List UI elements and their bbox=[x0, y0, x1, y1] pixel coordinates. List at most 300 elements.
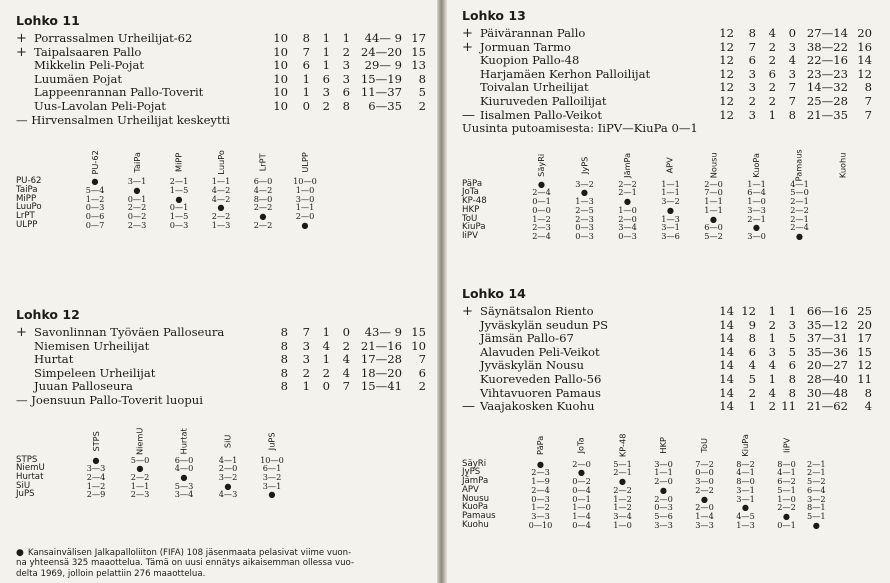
match-score: 0—1 bbox=[127, 193, 147, 204]
standings-row bbox=[16, 46, 426, 60]
goals: 29— 9 bbox=[364, 58, 402, 73]
matrix-header-row bbox=[16, 418, 294, 456]
points: 4 bbox=[864, 399, 872, 414]
match-score: 6—0 bbox=[253, 176, 273, 187]
goals: 15—19 bbox=[360, 71, 402, 86]
goals: 66—16 bbox=[806, 304, 848, 318]
lohko-14-standings bbox=[462, 305, 872, 414]
match-score: 5—0 bbox=[790, 187, 809, 198]
match-score: 2—3 bbox=[532, 222, 551, 233]
played: 14 bbox=[719, 371, 734, 386]
match-score: 0—2 bbox=[572, 476, 591, 487]
match-score: 5—0 bbox=[130, 454, 150, 465]
matrix-row-label: SäyRi bbox=[462, 458, 487, 469]
match-score: 4—2 bbox=[211, 184, 231, 195]
losses: 1 bbox=[788, 304, 796, 318]
match-score: 2—4 bbox=[532, 230, 551, 241]
matrix-row bbox=[462, 521, 826, 530]
losses: 3 bbox=[342, 58, 350, 73]
goals: 17—28 bbox=[360, 352, 402, 367]
match-score: 2—1 bbox=[790, 213, 809, 224]
match-score: 2—0 bbox=[618, 213, 637, 224]
draws: 6 bbox=[322, 71, 330, 86]
matrix-row-label: JyPS bbox=[462, 467, 481, 478]
match-score: 4—2 bbox=[211, 193, 231, 204]
lohko-11-title: Lohko 11 bbox=[16, 13, 80, 28]
points: 6 bbox=[418, 365, 426, 380]
played: 10 bbox=[273, 98, 288, 113]
matrix-column-label: Pamaus bbox=[794, 149, 805, 182]
standings-row bbox=[462, 41, 872, 55]
matrix-column-label: Nousu bbox=[708, 152, 719, 179]
wins: 3 bbox=[748, 66, 756, 81]
wins: 3 bbox=[302, 352, 310, 367]
match-score: 1—1 bbox=[704, 204, 723, 215]
points: 11 bbox=[857, 371, 872, 386]
self-match-dot-icon: ● bbox=[136, 463, 144, 474]
match-score: 1—5 bbox=[169, 184, 189, 195]
match-score: 3—0 bbox=[295, 193, 315, 204]
matrix-column-label: NiemU bbox=[134, 427, 145, 455]
self-match-dot-icon: ● bbox=[259, 210, 267, 221]
match-score: 1—2 bbox=[532, 213, 551, 224]
losses: 3 bbox=[342, 71, 350, 86]
team-name: Savonlinnan Työväen Palloseura bbox=[34, 325, 225, 339]
match-score: 6—0 bbox=[174, 454, 194, 465]
match-score: 7—2 bbox=[695, 458, 714, 469]
losses: 2 bbox=[342, 44, 350, 59]
footnote bbox=[16, 548, 430, 579]
match-score: 1—0 bbox=[618, 204, 637, 215]
team-mark bbox=[462, 68, 480, 82]
match-score: 4—5 bbox=[736, 510, 755, 521]
team-mark: + bbox=[16, 325, 27, 340]
team-name: Vaajakosken Kuohu bbox=[480, 399, 595, 414]
team-mark: + bbox=[16, 31, 27, 46]
match-score: 2—2 bbox=[253, 219, 273, 230]
draws: 0 bbox=[322, 379, 330, 394]
team-name: Porrassalmen Urheilijat-62 bbox=[34, 31, 193, 45]
wins: 6 bbox=[748, 344, 756, 359]
matrix-row-label: IiPV bbox=[462, 230, 478, 241]
team-name: Harjamäen Kerhon Palloilijat bbox=[480, 66, 651, 81]
standings-row bbox=[462, 95, 872, 109]
standings-row bbox=[16, 59, 426, 73]
played: 14 bbox=[719, 358, 734, 373]
match-score: 2—0 bbox=[654, 493, 673, 504]
losses: 8 bbox=[788, 371, 796, 386]
matrix-column-label: STPS bbox=[90, 431, 101, 452]
footnote-line-3: delta 1969, jolloin pelattiin 276 maaottelua. bbox=[16, 568, 206, 579]
match-score: 2—4 bbox=[790, 222, 809, 233]
lohko-12-results-matrix bbox=[16, 418, 294, 500]
matrix-row bbox=[16, 221, 326, 230]
wins: 2 bbox=[748, 93, 756, 108]
match-score: 1—0 bbox=[777, 493, 796, 504]
match-score: 1—1 bbox=[747, 178, 766, 189]
match-score: 0—1 bbox=[169, 202, 189, 213]
standings-row bbox=[462, 109, 872, 123]
match-score: 1—0 bbox=[572, 502, 591, 513]
draws: 1 bbox=[768, 304, 776, 318]
played: 10 bbox=[273, 58, 288, 73]
team-mark: + bbox=[16, 44, 27, 60]
match-score: 2—1 bbox=[807, 467, 826, 478]
match-score: 2—3 bbox=[531, 467, 550, 478]
played: 12 bbox=[719, 107, 734, 122]
wins: 3 bbox=[748, 107, 756, 122]
match-score: 2—1 bbox=[618, 187, 637, 198]
match-score: 0—7 bbox=[85, 219, 105, 230]
match-score: 2—0 bbox=[654, 476, 673, 487]
wins: 3 bbox=[302, 338, 310, 353]
goals: 28—40 bbox=[806, 371, 848, 386]
matrix-row bbox=[462, 512, 826, 521]
matrix-column-label: ULPP bbox=[299, 152, 310, 174]
played: 12 bbox=[719, 39, 734, 54]
draws: 1 bbox=[322, 44, 330, 59]
match-score: 1—1 bbox=[661, 178, 680, 189]
played: 14 bbox=[719, 399, 734, 414]
played: 12 bbox=[719, 26, 734, 40]
match-score: 2—1 bbox=[169, 176, 189, 187]
losses: 8 bbox=[788, 385, 796, 400]
match-score: 6—0 bbox=[704, 222, 723, 233]
team-name: Kuoreveden Pallo-56 bbox=[480, 371, 602, 386]
wins: 7 bbox=[748, 39, 756, 54]
team-name: Jormuan Tarmo bbox=[480, 39, 571, 54]
matrix-column-label: Hurtat bbox=[178, 428, 189, 455]
match-score: 8—0 bbox=[253, 193, 273, 204]
self-match-dot-icon: ● bbox=[782, 510, 791, 521]
match-score: 3—2 bbox=[218, 471, 238, 482]
played: 14 bbox=[719, 317, 734, 332]
matrix-column-label: KiuPa bbox=[740, 434, 751, 457]
match-score: 2—2 bbox=[211, 210, 231, 221]
match-score: 5—4 bbox=[85, 184, 105, 195]
lohko-11-standings bbox=[16, 32, 426, 114]
matrix-row bbox=[462, 486, 826, 495]
losses: 3 bbox=[788, 66, 796, 81]
match-score: 0—0 bbox=[532, 204, 551, 215]
match-score: 5—6 bbox=[654, 510, 673, 521]
match-score: 0—3 bbox=[618, 230, 637, 241]
draws: 3 bbox=[322, 85, 330, 100]
match-score: 3—3 bbox=[654, 519, 673, 530]
team-name: Kuopion Pallo-48 bbox=[480, 53, 580, 68]
matrix-column-label: LuuPo bbox=[215, 150, 226, 176]
matrix-row-label: Pamaus bbox=[462, 510, 496, 521]
losses: 6 bbox=[788, 358, 796, 373]
match-score: 8—0 bbox=[777, 458, 796, 469]
losses: 5 bbox=[788, 331, 796, 346]
match-score: 8—0 bbox=[736, 476, 755, 487]
matrix-row-label: NiemU bbox=[16, 463, 45, 474]
match-score: 2—2 bbox=[777, 502, 796, 513]
points: 12 bbox=[857, 66, 872, 81]
losses: 8 bbox=[342, 98, 350, 113]
team-mark bbox=[16, 100, 34, 114]
self-match-dot-icon: ● bbox=[812, 519, 820, 530]
match-score: 3—3 bbox=[531, 510, 550, 521]
standings-row bbox=[462, 68, 872, 82]
played: 10 bbox=[273, 44, 288, 59]
self-match-dot-icon: ● bbox=[180, 471, 188, 482]
team-mark bbox=[462, 373, 480, 387]
self-match-dot-icon: ● bbox=[91, 176, 99, 187]
match-score: 3—2 bbox=[807, 493, 826, 504]
team-name: Jyväskylän seudun PS bbox=[480, 317, 609, 332]
matrix-row bbox=[462, 232, 864, 241]
matrix-row bbox=[462, 460, 826, 469]
bullet-icon: ● bbox=[16, 548, 24, 558]
matrix-column-label: SäyRi bbox=[536, 153, 547, 177]
matrix-row bbox=[16, 456, 294, 465]
match-score: 1—3 bbox=[575, 196, 594, 207]
self-match-dot-icon: ● bbox=[623, 196, 632, 207]
self-match-dot-icon: ● bbox=[536, 458, 545, 469]
matrix-column-label: Kuohu bbox=[837, 152, 848, 179]
points: 8 bbox=[864, 80, 872, 95]
match-score: 2—2 bbox=[130, 471, 150, 482]
matrix-column-label: PäPa bbox=[535, 435, 546, 455]
points: 7 bbox=[418, 352, 426, 367]
match-score: 2—0 bbox=[572, 458, 591, 469]
matrix-column-label: PU-62 bbox=[89, 150, 100, 175]
match-score: 4—0 bbox=[174, 463, 194, 474]
standings-row bbox=[462, 400, 872, 414]
match-score: 1—0 bbox=[295, 184, 315, 195]
draws: 3 bbox=[768, 344, 776, 359]
wins: 2 bbox=[748, 385, 756, 400]
standings-row bbox=[462, 373, 872, 387]
losses: 1 bbox=[342, 31, 350, 45]
matrix-row bbox=[16, 464, 294, 473]
losses: 5 bbox=[788, 344, 796, 359]
match-score: 1—2 bbox=[85, 193, 105, 204]
matrix-header-row bbox=[462, 142, 864, 180]
wins: 12 bbox=[741, 304, 756, 318]
match-score: 0—0 bbox=[695, 467, 714, 478]
match-score: 0—1 bbox=[532, 196, 551, 207]
goals: 6—35 bbox=[368, 98, 402, 113]
matrix-column-label: IiPV bbox=[781, 437, 792, 454]
matrix-row bbox=[462, 477, 826, 486]
team-mark bbox=[16, 380, 34, 394]
matrix-row-label: SiU bbox=[16, 480, 31, 491]
match-score: 5—1 bbox=[777, 484, 796, 495]
self-match-dot-icon: ● bbox=[700, 493, 709, 504]
standings-row bbox=[462, 305, 872, 319]
goals: 27—14 bbox=[806, 26, 848, 40]
match-score: 8—1 bbox=[807, 502, 826, 513]
match-score: 0—3 bbox=[85, 202, 105, 213]
team-mark bbox=[462, 54, 480, 68]
lohko-14-section bbox=[462, 286, 872, 529]
match-score: 3—0 bbox=[695, 476, 714, 487]
self-match-dot-icon: ● bbox=[92, 454, 100, 465]
points: 17 bbox=[857, 331, 872, 346]
matrix-row-label: KiuPa bbox=[462, 222, 486, 233]
team-name: Juuan Palloseura bbox=[34, 379, 133, 394]
match-score: 0—4 bbox=[572, 519, 591, 530]
team-mark bbox=[16, 73, 34, 87]
self-match-dot-icon: ● bbox=[537, 178, 546, 189]
wins: 0 bbox=[302, 98, 310, 113]
draws: 4 bbox=[768, 26, 776, 40]
draws: 2 bbox=[768, 80, 776, 95]
match-score: 4—2 bbox=[253, 184, 273, 195]
goals: 22—16 bbox=[806, 53, 848, 68]
wins: 1 bbox=[302, 85, 310, 100]
played: 12 bbox=[719, 80, 734, 95]
losses: 0 bbox=[342, 325, 350, 339]
matrix-row-label: TaiPa bbox=[16, 184, 38, 195]
standings-row bbox=[462, 54, 872, 68]
matrix-row-label: MiPP bbox=[16, 193, 37, 204]
matrix-row bbox=[462, 503, 826, 512]
self-match-dot-icon: ● bbox=[659, 484, 668, 495]
played: 12 bbox=[719, 93, 734, 108]
points: 14 bbox=[857, 53, 872, 68]
played: 8 bbox=[280, 365, 288, 380]
match-score: 2—2 bbox=[618, 178, 637, 189]
draws: 4 bbox=[768, 358, 776, 373]
match-score: 6—4 bbox=[807, 484, 826, 495]
match-score: 1—1 bbox=[661, 187, 680, 198]
matrix-row-label: PU-62 bbox=[16, 176, 42, 187]
wins: 8 bbox=[748, 331, 756, 346]
match-score: 2—2 bbox=[613, 484, 632, 495]
team-name: Päivärannan Pallo bbox=[480, 26, 586, 40]
draws: 1 bbox=[768, 371, 776, 386]
match-score: 1—2 bbox=[613, 502, 632, 513]
draws: 2 bbox=[768, 53, 776, 68]
team-name: Luumäen Pojat bbox=[34, 71, 123, 86]
lohko-14-title: Lohko 14 bbox=[462, 286, 526, 301]
matrix-column-label: HKP bbox=[658, 437, 669, 454]
matrix-row-label: KuoPa bbox=[462, 502, 488, 513]
match-score: 3—2 bbox=[262, 471, 282, 482]
draws: 4 bbox=[322, 338, 330, 353]
wins: 1 bbox=[302, 379, 310, 394]
match-score: 2—5 bbox=[575, 204, 594, 215]
matrix-row bbox=[16, 490, 294, 499]
self-match-dot-icon: ● bbox=[618, 476, 627, 487]
losses: 2 bbox=[342, 338, 350, 353]
match-score: 2—3 bbox=[130, 489, 150, 500]
matrix-column-label: LrPT bbox=[257, 153, 268, 172]
match-score: 4—1 bbox=[736, 467, 755, 478]
draws: 2 bbox=[768, 93, 776, 108]
losses: 8 bbox=[788, 107, 796, 122]
matrix-row-label: JämPa bbox=[462, 476, 489, 487]
standings-row bbox=[16, 353, 426, 367]
points: 20 bbox=[857, 317, 872, 332]
self-match-dot-icon: ● bbox=[795, 230, 804, 241]
matrix-header-row bbox=[462, 422, 826, 460]
points: 2 bbox=[418, 379, 426, 394]
match-score: 2—0 bbox=[295, 210, 315, 221]
matrix-header-row bbox=[16, 139, 326, 177]
matrix-row bbox=[16, 186, 326, 195]
standings-row bbox=[462, 346, 872, 360]
match-score: 2—4 bbox=[531, 484, 550, 495]
match-score: 0—3 bbox=[169, 219, 189, 230]
match-score: 1—1 bbox=[295, 202, 315, 213]
matrix-row-label: HKP bbox=[462, 204, 480, 215]
points: 15 bbox=[411, 44, 426, 59]
played: 12 bbox=[719, 53, 734, 68]
goals: 14—32 bbox=[806, 80, 848, 95]
match-score: 0—6 bbox=[85, 210, 105, 221]
match-score: 1—4 bbox=[695, 510, 714, 521]
matrix-column-label: KP-48 bbox=[617, 433, 628, 458]
match-score: 3—0 bbox=[747, 230, 766, 241]
wins: 7 bbox=[302, 325, 310, 339]
lohko-12-section bbox=[16, 307, 426, 499]
goals: 21—62 bbox=[806, 399, 848, 414]
goals: 21—35 bbox=[806, 107, 848, 122]
match-score: 4—1 bbox=[777, 467, 796, 478]
draws: 2 bbox=[322, 365, 330, 380]
standings-row bbox=[16, 100, 426, 114]
match-score: 0—2 bbox=[127, 210, 147, 221]
match-score: 3—4 bbox=[618, 222, 637, 233]
standings-row bbox=[16, 86, 426, 100]
match-score: 4—3 bbox=[218, 489, 238, 500]
match-score: 2—0 bbox=[704, 178, 723, 189]
match-score: 1—3 bbox=[661, 213, 680, 224]
points: 16 bbox=[857, 39, 872, 54]
matrix-row-label: Nousu bbox=[462, 493, 490, 504]
match-score: 10—0 bbox=[260, 454, 284, 465]
self-match-dot-icon: ● bbox=[752, 222, 761, 233]
wins: 7 bbox=[302, 44, 310, 59]
matrix-row-label: PäPa bbox=[462, 178, 483, 189]
lohko-12-standings bbox=[16, 326, 426, 394]
lohko-14-results-matrix bbox=[462, 422, 826, 530]
draws: 6 bbox=[768, 66, 776, 81]
footnote-line-1: Kansainvälisen Jalkapalloliiton (FIFA) 108 jäsenmaata pelasivat viime vuon- bbox=[27, 548, 352, 558]
losses: 0 bbox=[788, 26, 796, 40]
wins: 1 bbox=[302, 71, 310, 86]
draws: 1 bbox=[768, 331, 776, 346]
match-score: 2—1 bbox=[747, 213, 766, 224]
match-score: 1—2 bbox=[531, 502, 550, 513]
matrix-row-label: STPS bbox=[16, 454, 38, 465]
match-score: 1—3 bbox=[736, 519, 755, 530]
match-score: 0—1 bbox=[777, 519, 796, 530]
played: 8 bbox=[280, 325, 288, 339]
match-score: 3—2 bbox=[575, 178, 594, 189]
matrix-row bbox=[462, 495, 826, 504]
matrix-row-label: LrPT bbox=[16, 210, 35, 221]
self-match-dot-icon: ● bbox=[741, 502, 750, 513]
team-name: Uus-Lavolan Peli-Pojat bbox=[34, 98, 166, 113]
team-mark bbox=[16, 367, 34, 381]
match-score: 2—2 bbox=[695, 484, 714, 495]
wins: 1 bbox=[748, 399, 756, 414]
matrix-row-label: KP-48 bbox=[462, 196, 487, 207]
played: 10 bbox=[273, 85, 288, 100]
match-score: 3—1 bbox=[736, 493, 755, 504]
team-mark bbox=[16, 59, 34, 73]
match-score: 3—1 bbox=[661, 222, 680, 233]
played: 10 bbox=[273, 71, 288, 86]
team-mark: — bbox=[462, 107, 475, 123]
match-score: 2—4 bbox=[86, 471, 106, 482]
